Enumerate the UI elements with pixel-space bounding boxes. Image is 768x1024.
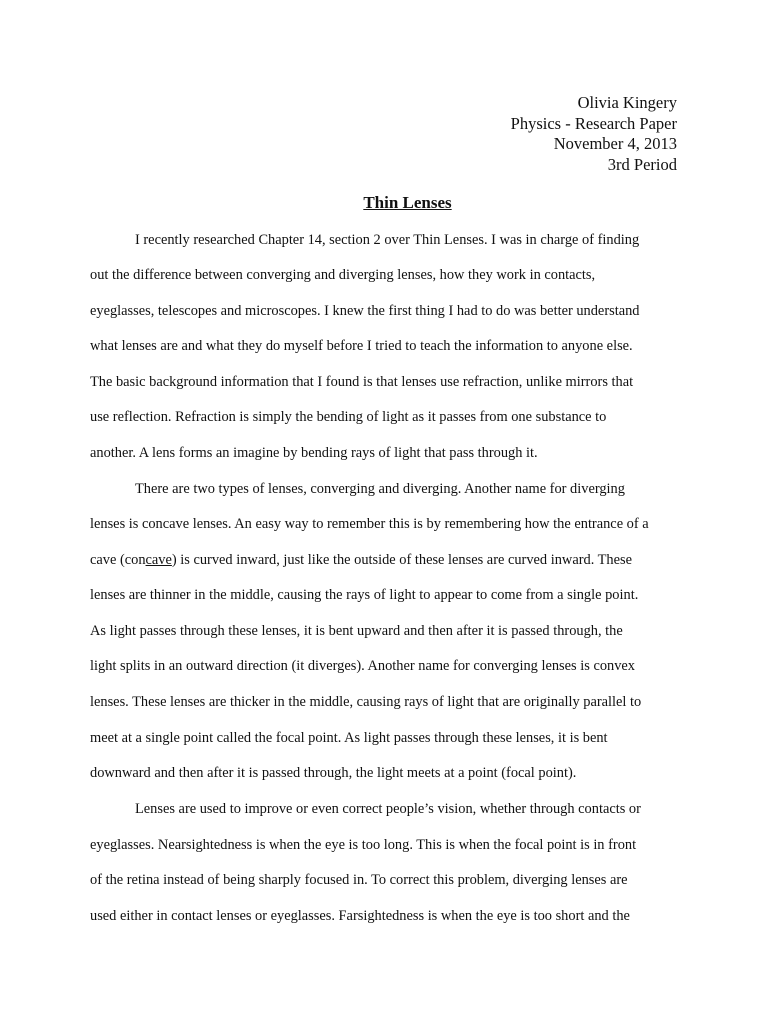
paragraph-2-line-3: [90, 550, 632, 570]
paragraph-2-line-6: light splits in an outward direction (it diverges). Another name for converging lenses is convex: [90, 658, 635, 674]
document-date: November 4, 2013: [553, 134, 677, 153]
paper-title: Thin Lenses: [363, 193, 452, 212]
class-period: 3rd Period: [607, 154, 677, 174]
paragraph-1-line-3: eyeglasses, telescopes and microscopes. I knew the first thing I had to do was better understand: [90, 303, 640, 319]
line-3-suffix: ) is curved inward, just like the outside of these lenses are curved inward. These: [171, 552, 632, 568]
paragraph-1-line-5: The basic background information that I found is that lenses use refraction, unlike mirrors that: [90, 374, 634, 390]
heading-block: [511, 93, 677, 175]
paragraph-3-line-3: of the retina instead of being sharply focused in. To correct this problem, diverging lenses are: [90, 872, 628, 888]
paragraph-2-line-4: lenses are thinner in the middle, causing the rays of light to appear to come from a single point.: [90, 587, 639, 603]
paragraph-1-line-1: I recently researched Chapter 14, section 2 over Thin Lenses. I was in charge of finding: [135, 232, 640, 248]
paragraph-2-line-9: downward and then after it is passed through, the light meets at a point (focal point).: [90, 765, 577, 781]
paragraph-3-line-4: used either in contact lenses or eyeglasses. Farsightedness is when the eye is too short and the: [90, 908, 630, 924]
author-name: Olivia Kingery: [577, 93, 677, 112]
paragraph-2-line-1: There are two types of lenses, converging and diverging. Another name for diverging: [135, 481, 625, 497]
paragraph-2-line-5: As light passes through these lenses, it is bent upward and then after it is passed through, the: [90, 623, 623, 639]
course-title: Physics - Research Paper: [510, 113, 677, 133]
paragraph-2-line-7: lenses. These lenses are thicker in the middle, causing rays of light that are originally parallel to: [90, 694, 642, 710]
paragraph-2-line-2: lenses is concave lenses. An easy way to remember this is by remembering how the entrance of a: [90, 516, 649, 532]
line-3-prefix: cave (con: [90, 552, 146, 568]
paragraph-1-line-6: use reflection. Refraction is simply the bending of light as it passes from one substance to: [90, 409, 607, 425]
paragraph-1-line-7: another. A lens forms an imagine by bending rays of light that pass through it.: [90, 445, 538, 461]
paragraph-1-line-2: out the difference between converging and diverging lenses, how they work in contacts,: [90, 267, 596, 283]
paragraph-2-line-8: meet at a single point called the focal point. As light passes through these lenses, it is bent: [90, 730, 608, 746]
paragraph-3-line-1: Lenses are used to improve or even correct people’s vision, whether through contacts or: [135, 801, 641, 817]
paragraph-3-line-2: eyeglasses. Nearsightedness is when the eye is too long. This is when the focal point is in front: [90, 837, 637, 853]
paragraph-1-line-4: what lenses are and what they do myself before I tried to teach the information to anyone else.: [90, 338, 633, 354]
underlined-word: cave: [145, 552, 172, 568]
